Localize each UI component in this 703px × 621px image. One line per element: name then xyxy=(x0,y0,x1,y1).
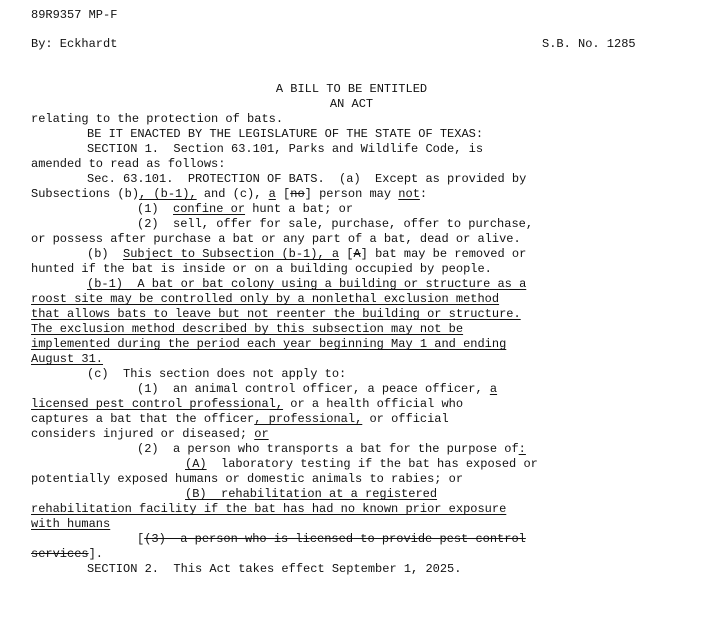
subsection-b: (b) Subject to Subsection (b-1), a [A] bat may be removed or xyxy=(87,247,527,261)
item-c2a-continued: potentially exposed humans or domestic animals to rabies; or xyxy=(31,472,464,486)
item-c2b-continued: with humans xyxy=(31,517,111,531)
item-c1: (1) an animal control officer, a peace officer, a xyxy=(137,382,498,396)
section-1-continued: amended to read as follows: xyxy=(31,157,226,171)
item-c2b: (B) rehabilitation at a registered xyxy=(185,487,438,501)
document-id: 89R9357 MP-F xyxy=(31,8,118,22)
caption-line: relating to the protection of bats. xyxy=(31,112,284,126)
item-a1: (1) confine or hunt a bat; or xyxy=(137,202,354,216)
subsection-b1-line: roost site may be controlled only by a nonlethal exclusion method xyxy=(31,292,500,306)
item-c2a: (A) laboratory testing if the bat has exposed or xyxy=(185,457,538,471)
bill-number: S.B. No. 1285 xyxy=(542,37,636,51)
item-c1-continued: captures a bat that the officer, professional, or official xyxy=(31,412,449,426)
deleted-item-c3: [(3) a person who is licensed to provide pest control xyxy=(137,532,526,546)
subsection-a-line: Subsections (b), (b-1), and (c), a [no] person may not: xyxy=(31,187,428,201)
act-heading: AN ACT xyxy=(329,97,374,111)
item-c2: (2) a person who transports a bat for the purpose of: xyxy=(137,442,526,456)
section-1-heading: SECTION 1. Section 63.101, Parks and Wildlife Code, is xyxy=(87,142,484,156)
subsection-b1-line: The exclusion method described by this subsection may not be xyxy=(31,322,464,336)
subsection-b1-line: implemented during the period each year beginning May 1 and ending xyxy=(31,337,507,351)
bill-author: By: Eckhardt xyxy=(31,37,118,51)
item-c1-continued: considers injured or diseased; or xyxy=(31,427,269,441)
subsection-b1-line: (b-1) A bat or bat colony using a building or structure as a xyxy=(87,277,527,291)
subsection-b-continued: hunted if the bat is inside or on a building occupied by people. xyxy=(31,262,492,276)
item-c2b-continued: rehabilitation facility if the bat has had no known prior exposure xyxy=(31,502,507,516)
subsection-b1-line: August 31. xyxy=(31,352,104,366)
subsection-b1-line: that allows bats to leave but not reenter the building or structure. xyxy=(31,307,521,321)
bill-title: A BILL TO BE ENTITLED xyxy=(275,82,428,96)
item-a2-continued: or possess after purchase a bat or any part of a bat, dead or alive. xyxy=(31,232,521,246)
item-c1-continued: licensed pest control professional, or a health official who xyxy=(31,397,464,411)
section-2: SECTION 2. This Act takes effect September 1, 2025. xyxy=(87,562,462,576)
subsection-c: (c) This section does not apply to: xyxy=(87,367,347,381)
deleted-item-c3-continued: services]. xyxy=(31,547,104,561)
enacting-clause: BE IT ENACTED BY THE LEGISLATURE OF THE STATE OF TEXAS: xyxy=(87,127,484,141)
item-a2: (2) sell, offer for sale, purchase, offer to purchase, xyxy=(137,217,534,231)
sec-63101-heading: Sec. 63.101. PROTECTION OF BATS. (a) Except as provided by xyxy=(87,172,527,186)
